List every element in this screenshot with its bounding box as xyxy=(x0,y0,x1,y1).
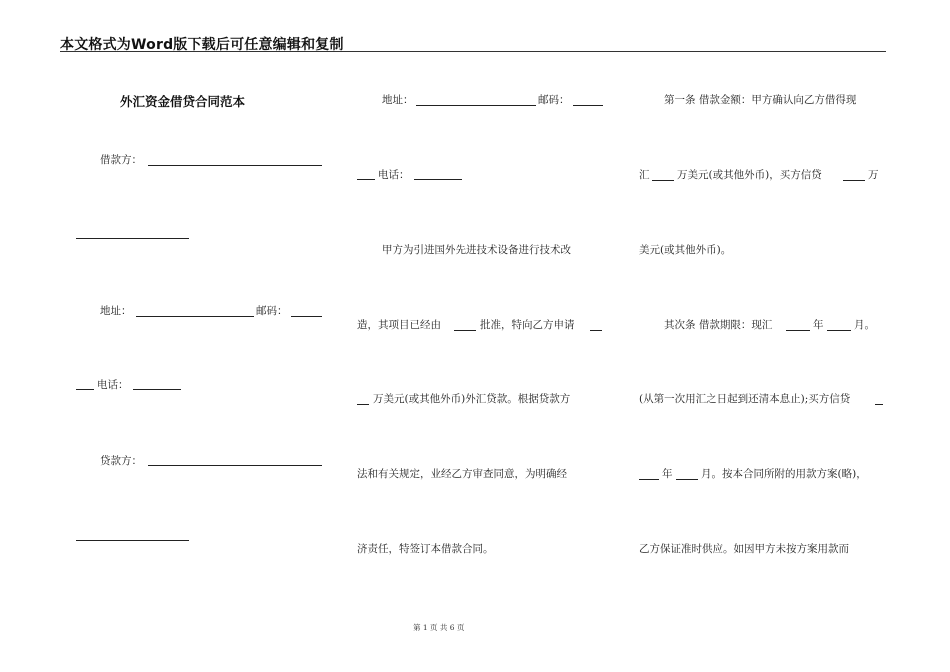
lender-phone-label: 电话： xyxy=(97,379,129,391)
borrower-label: 贷款方： xyxy=(100,455,142,467)
loan-amount-blank-cont xyxy=(357,404,369,405)
lender-address-label: 地址： xyxy=(100,305,132,317)
buyer-credit-amount-blank xyxy=(843,180,865,181)
cash-months-blank xyxy=(827,330,851,331)
header-divider xyxy=(60,51,886,52)
lender-address-blank xyxy=(136,316,254,317)
lender-postcode-label: 邮码： xyxy=(256,305,288,317)
preamble-line-2a: 造，其项目已经由 xyxy=(357,319,441,331)
article-2-line-1c: 月。 xyxy=(854,319,875,331)
credit-years-blank xyxy=(875,404,883,405)
lender-label: 借款方： xyxy=(100,154,142,166)
preamble-line-2b: 批准，特向乙方申请 xyxy=(480,319,575,331)
borrower-phone-label: 电话： xyxy=(378,169,410,181)
loan-amount-blank xyxy=(590,330,602,331)
article-2-line-1a: 其次条 借款期限：现汇 xyxy=(664,319,773,331)
borrower-postcode-blank-cont xyxy=(357,179,375,180)
borrower-name-blank xyxy=(148,465,322,466)
cash-amount-blank xyxy=(652,180,674,181)
page-header: 本文格式为Word版下载后可任意编辑和复制 xyxy=(60,37,344,53)
preamble-line-4: 法和有关规定，业经乙方审查同意，为明确经 xyxy=(357,468,567,480)
lender-name-blank-cont xyxy=(76,238,189,239)
article-1-line-3: 美元(或其他外币)。 xyxy=(639,244,732,256)
preamble-line-3: 万美元(或其他外币)外汇贷款。根据贷款方 xyxy=(373,393,571,405)
credit-months-blank xyxy=(676,479,698,480)
borrower-address-blank xyxy=(416,105,536,106)
cash-years-blank xyxy=(786,330,810,331)
preamble-line-5: 济责任，特签订本借款合同。 xyxy=(357,543,494,555)
article-2-line-1b: 年 xyxy=(813,319,824,331)
credit-years-blank-cont xyxy=(639,479,659,480)
article-2-line-3b: 年 xyxy=(662,468,673,480)
article-1-line-2b: 万美元(或其他外币)，买方信贷 xyxy=(677,169,822,181)
borrower-name-blank-cont xyxy=(76,540,189,541)
borrower-postcode-blank xyxy=(573,105,603,106)
lender-phone-blank xyxy=(133,389,181,390)
approval-authority-blank xyxy=(454,330,476,331)
page-number: 第 1 页 共 6 页 xyxy=(413,623,465,632)
article-2-line-3c: 月。按本合同所附的用款方案(略)， xyxy=(701,468,867,480)
lender-name-blank xyxy=(148,165,322,166)
lender-postcode-blank xyxy=(291,316,322,317)
borrower-postcode-label: 邮码： xyxy=(538,94,570,106)
article-2-line-4: 乙方保证准时供应。如因甲方未按方案用款而 xyxy=(639,543,849,555)
article-1-line-2c: 万 xyxy=(868,169,879,181)
borrower-phone-blank xyxy=(414,179,462,180)
lender-postcode-blank-cont xyxy=(76,389,94,390)
article-1-line-1: 第一条 借款金额：甲方确认向乙方借得现 xyxy=(664,94,857,106)
article-2-line-2: (从第一次用汇之日起到还清本息止);买方信贷 xyxy=(639,393,851,405)
borrower-address-label: 地址： xyxy=(382,94,414,106)
article-1-line-2a: 汇 xyxy=(639,169,650,181)
preamble-line-1: 甲方为引进国外先进技术设备进行技术改 xyxy=(382,244,571,256)
document-title: 外汇资金借贷合同范本 xyxy=(120,94,246,109)
